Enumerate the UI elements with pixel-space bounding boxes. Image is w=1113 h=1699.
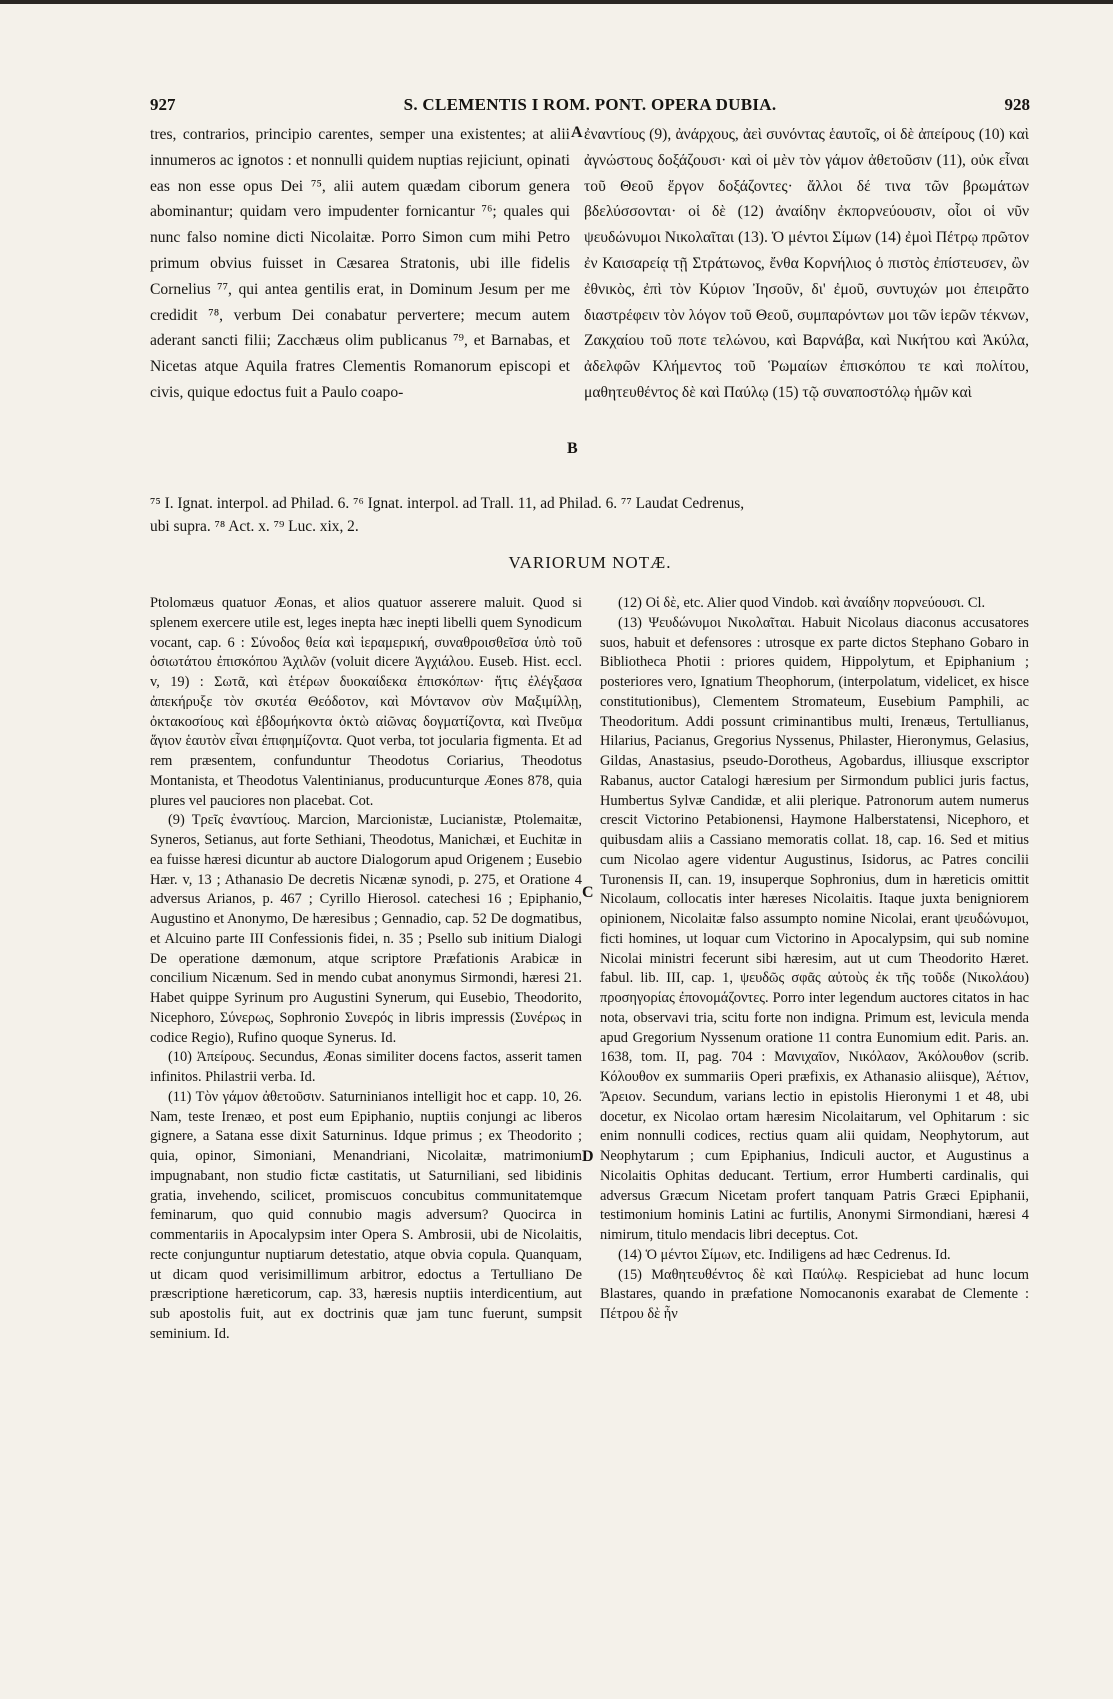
margin-marker-b: B — [567, 440, 578, 457]
margin-marker-d: D — [582, 1148, 594, 1165]
notes-left-column — [150, 594, 582, 1345]
page-number-left: 927 — [150, 95, 176, 114]
footnote-line-1: ⁷⁵ I. Ignat. interpol. ad Philad. 6. ⁷⁶ Ignat. interpol. ad Trall. 11, ad Philad. 6. ⁷⁷ Laudat Cedrenus, — [150, 495, 745, 512]
note-paragraph: Ptolomæus quatuor Æonas, et alios quatuor asserere maluit. Quod si splenem exercere utile est, leges inepta hæc inepti libelli quem Synodicum vocant, cap. 6 : Σύνοδος θεία καὶ ἱεραμερική, συναθροισθεῖσα ὑπὸ τοῦ ὁσιωτάτου ἐπισκόπου Ἀχιλῶν (voluit dicere Ἀγχιάλου. Euseb. Hist. eccl. v, 19) : Σωτᾶ, καὶ ἑτέρων δυοκαίδεκα ἐπισκόπων· ἥτις ἐλέγξασα ἀπεκήρυξε τὸν σκυτέα Θεόδοτον, καὶ Μόντανον σὺν Μαξιμίλλῃ, ὀκτακοσίους καὶ ἑβδομήκοντα ὀκτὼ αἰῶνας δογματίζοντα, καὶ Πνεῦμα ἅγιον ἑαυτὸν εἶναι ἐπιφημίζοντα. Quot verba, tot jocularia figmenta. Et ad rem præsentem, confunduntur Theodotus Coriarius, Theodotus Montanista, et Theodotus Valentinianus, producunturque Æones 878, quia plures vel pauciores non placebat. Cot. — [150, 595, 582, 809]
margin-marker-c: C — [582, 884, 594, 901]
top-rule — [0, 0, 1113, 4]
note-paragraph: (12) Οἱ δὲ, etc. Alier quod Vindob. καὶ ἀναίδην πορνεύουσι. Cl. — [618, 595, 986, 611]
note-paragraph: (14) Ὁ μέντοι Σίμων, etc. Indiligens ad hæc Cedrenus. Id. — [618, 1246, 951, 1263]
note-paragraph: (13) Ψευδώνυμοι Νικολαῖται. Habuit Nicolaus diaconus accusatores suos, habuit et defensores : utrosque ex parte dictos Stephano Gobaro in Bibliotheca Photii : priores quidem, Hippolytum, et Epiphanium ; posteriores vero, Ignatium Theophorum, (interpolatum, videlicet, ex hisce constitutionibus), Clementem Stromateum, Eusebium Pamphili, ac Theodoritum. Addi possunt criminantibus multi, Irenæus, Tertullianus, Hilarius, Pacianus, Gregorius Nyssenus, Philaster, Hieronymus, Gelasius, Gildas, Anastasius, pseudo-Dorotheus, Agobardus, illiusque exscriptor Rabanus, auctor Catalogi hæresium per Sirmondum publici juris factus, Humbertus Sylvæ Candidæ, et alii plerique. Patronorum autem numerus crescit Victorino Petabionensi, Haymone Halberstatensi, Nicephoro, et quibusdam aliis a Cassiano memoratis collat. 18, cap. 16. Sed et mitius cum Nicolao agere videntur Augustinus, Isidorus, ac Patres concilii Turonensis II, can. 19, insuperque Sophronius, dum in hæreticis omittit Nicolaum, collocatis inter hæreses Nicolaitis. Itaque juxta benigniorem opinionem, Nicolaitæ falso assumpto nomine Nicolai, erant ψευδώνυμοι, ficti homines, ut loquar cum Victorino in Apocalypsim, qui sub nomine Nicolai ministri fecerunt sibi hæresim, aut ut cum Theodorito Hæret. fabul. lib. III, cap. 1, ψευδῶς σφᾶς αὐτοὺς ἐκ τῆς τοῦδε (Νικολάου) προσηγορίας ἐπονομάζοντες. Porro inter legendum auctores citatos in hac nota, observavi tria, scitu forte non indigna. Primum est, levicula menda apud Gregorium Nyssenum oratione 11 contra Eunomium edit. Paris. an. 1638, tom. II, pag. 704 : Μανιχαῖον, Νικόλαον, Ἀκόλουθον (scrib. Κόλουθον ex summariis Operi præfixis, ex Athanasio aliisque), Ἀέτιον, Ἄρειον. Secundum, varians lectio in epistolis Hieronymi 1 et 48, ubi docetur, ex Nicolao ortam hæresim Nicolaitarum, vel Ophitarum : sic enim nonnulli codices, rectius quam alii quidam, Neophytorum, aut Neophytarum ; cum Epiphanius, Indiculi auctor, et Augustinus a Nicolaitis Ophitas deducant. Tertium, error Humberti cardinalis, qui adversus Græcum Nicetam profert tanquam Patris Græci Epiphanii, testimonium hominis Latini ac furtilis, Anonymi Sirmondiani, hæresi 4 nimirum, titulo mendacis libri deceptus. Cot. — [600, 614, 1029, 1243]
footnote-line-2: ubi supra. ⁷⁸ Act. x. ⁷⁹ Luc. xix, 2. — [150, 518, 359, 535]
page-number-right: 928 — [1004, 95, 1030, 114]
footnotes — [150, 492, 1030, 538]
note-paragraph: (15) Μαθητευθέντος δὲ καὶ Παύλῳ. Respiciebat ad hunc locum Blastares, quando in præfatione Nomocanonis exarabat de Clemente : Πέτρου δὲ ἦν — [600, 1266, 1029, 1322]
greek-text: ἐναντίους (9), ἀνάρχους, ἀεὶ συνόντας ἑαυτοῖς, οἱ δὲ ἀπείρους (10) καὶ ἀγνώστους δοξάζουσι· καὶ οἱ μὲν τὸν γάμον ἀθετοῦσιν (11), οὐκ εἶναι τοῦ Θεοῦ ἔργον δοξάζοντες· ἄλλοι δέ τινα τῶν βρωμάτων βδελύσσονται· οἱ δὲ (12) ἀναίδην ἐκπορνεύουσιν, οἷοι οἱ νῦν ψευδώνυμοι Νικολαῖται (13). Ὁ μέντοι Σίμων (14) ἐμοὶ Πέτρῳ πρῶτον ἐν Καισαρείᾳ τῇ Στράτωνος, ἔνθα Κορνήλιος ὁ πιστὸς ἐπίστευσεν, ὢν ἐθνικὸς, ἐπὶ τὸν Κύριον Ἰησοῦν, δι' ἐμοῦ, συντυχών μοι ἐπειρᾶτο διαστρέφειν τὸν λόγον τοῦ Θεοῦ, συμπαρόντων μοι τῶν ἱερῶν τέκνων, Ζακχαίου τοῦ ποτε τελώνου, καὶ Βαρνάβα, καὶ Νικήτου καὶ Ἀκύλα, ἀδελφῶν Κλήμεντος τοῦ Ῥωμαίων ἐπισκόπου τε καὶ πολίτου, μαθητευθέντος δὲ καὶ Παύλῳ (15) τῷ συναποστόλῳ ἡμῶν καὶ — [584, 126, 1029, 401]
notes-right-column — [600, 594, 1029, 1325]
main-latin-column — [150, 122, 570, 406]
running-header — [150, 95, 1030, 119]
notes-section-title: VARIORUM NOTÆ. — [508, 553, 672, 572]
note-paragraph: (10) Ἀπείρους. Secundus, Æonas similiter docens factos, asserit tamen infinitos. Philastrii verba. Id. — [150, 1049, 582, 1085]
latin-text: tres, contrarios, principio carentes, semper una existentes; at alii innumeros ac ignotos : et nonnulli quidem nuptias rejiciunt, opinati eas non esse opus Dei ⁷⁵, alii autem quædam ciborum genera abominantur; quidam vero impudenter fornicantur ⁷⁶; quales qui nunc falso nomine dicti Nicolaitæ. Porro Simon cum mihi Petro primum obvius fuisset in Cæsarea Stratonis, ubi ille fidelis Cornelius ⁷⁷, qui antea gentilis erat, in Dominum Jesum per me credidit ⁷⁸, verbum Dei conabatur pervertere; mecum autem aderant sancti filii; Zacchæus olim publicanus ⁷⁹, et Barnabas, et Nicetas atque Aquila fratres Clementis Romanorum episcopi et civis, quique edoctus fuit a Paulo coapo- — [150, 126, 570, 401]
note-paragraph: (9) Τρεῖς ἐναντίους. Marcion, Marcionistæ, Lucianistæ, Ptolemaitæ, Syneros, Setianus, aut forte Sethiani, Theodotus, Manichæi, et Euchitæ in ea fuisse hæresi dicuntur ab auctore Dialogorum apud Origenem ; Eusebio Hær. v, 13 ; Athanasio De decretis Nicænæ synodi, p. 275, et Oratione 4 adversus Arianos, p. 467 ; Cyrillo Hierosol. catechesi 16 ; Epiphanio, Augustino et Anonymo, De hæresibus ; Gennadio, cap. 52 De dogmatibus, et Alcuino parte III Confessionis fidei, n. 35 ; Psello sub initium Dialogi De operatione dæmonum, atque scriptore Præfationis Arabicæ in concilium Nicænum. Sed in mendo cubat anonymus Sirmondi, hæresi 21. Habet quippe Syrinum pro Augustini Synerum, qui Eusebio, Theodorito, Nicephoro, Σύνερως, Sophronio Συνερός in libris impressis (Συνέρως in codice Regio), Rufino quoque Synerus. Id. — [150, 812, 582, 1046]
main-greek-column — [584, 122, 1029, 406]
note-paragraph: (11) Τὸν γάμον ἀθετοῦσιν. Saturninianos intelligit hoc et capp. 10, 26. Nam, teste Irenæo, et post eum Epiphanio, nuptiis conjungi ac liberos gignere, a Satana esse dixit Saturninus. Idque primus ; ex Theodorito ; quia, opinor, Simoniani, Menandriani, Nicolaitæ, matrimonium impugnabant, non studio fictæ castitatis, ut Saturniliani, sed libidinis gratia, invehendo, scilicet, promiscuos concubitus communitatemque feminarum, quo quid connubio magis adversum? Quocirca in commentariis in Apocalypsim inter Opera S. Ambrosii, ubi de Nicolaitis, recte conjunguntur nuptiarum detestatio, atque obvia copula. Quanquam, ut dicam quod verisimillimum arbitror, edoctus a Tertulliano De præscriptione hæreticorum, cap. 33, hæresis nuptiis interdicentium, aut sub apostolis fuit, aut ex doctrinis quæ jam tunc fuerunt, sumpsit seminium. Id. — [150, 1088, 582, 1342]
margin-marker-a: A — [571, 124, 583, 141]
header-title: S. CLEMENTIS I ROM. PONT. OPERA DUBIA. — [403, 95, 777, 114]
